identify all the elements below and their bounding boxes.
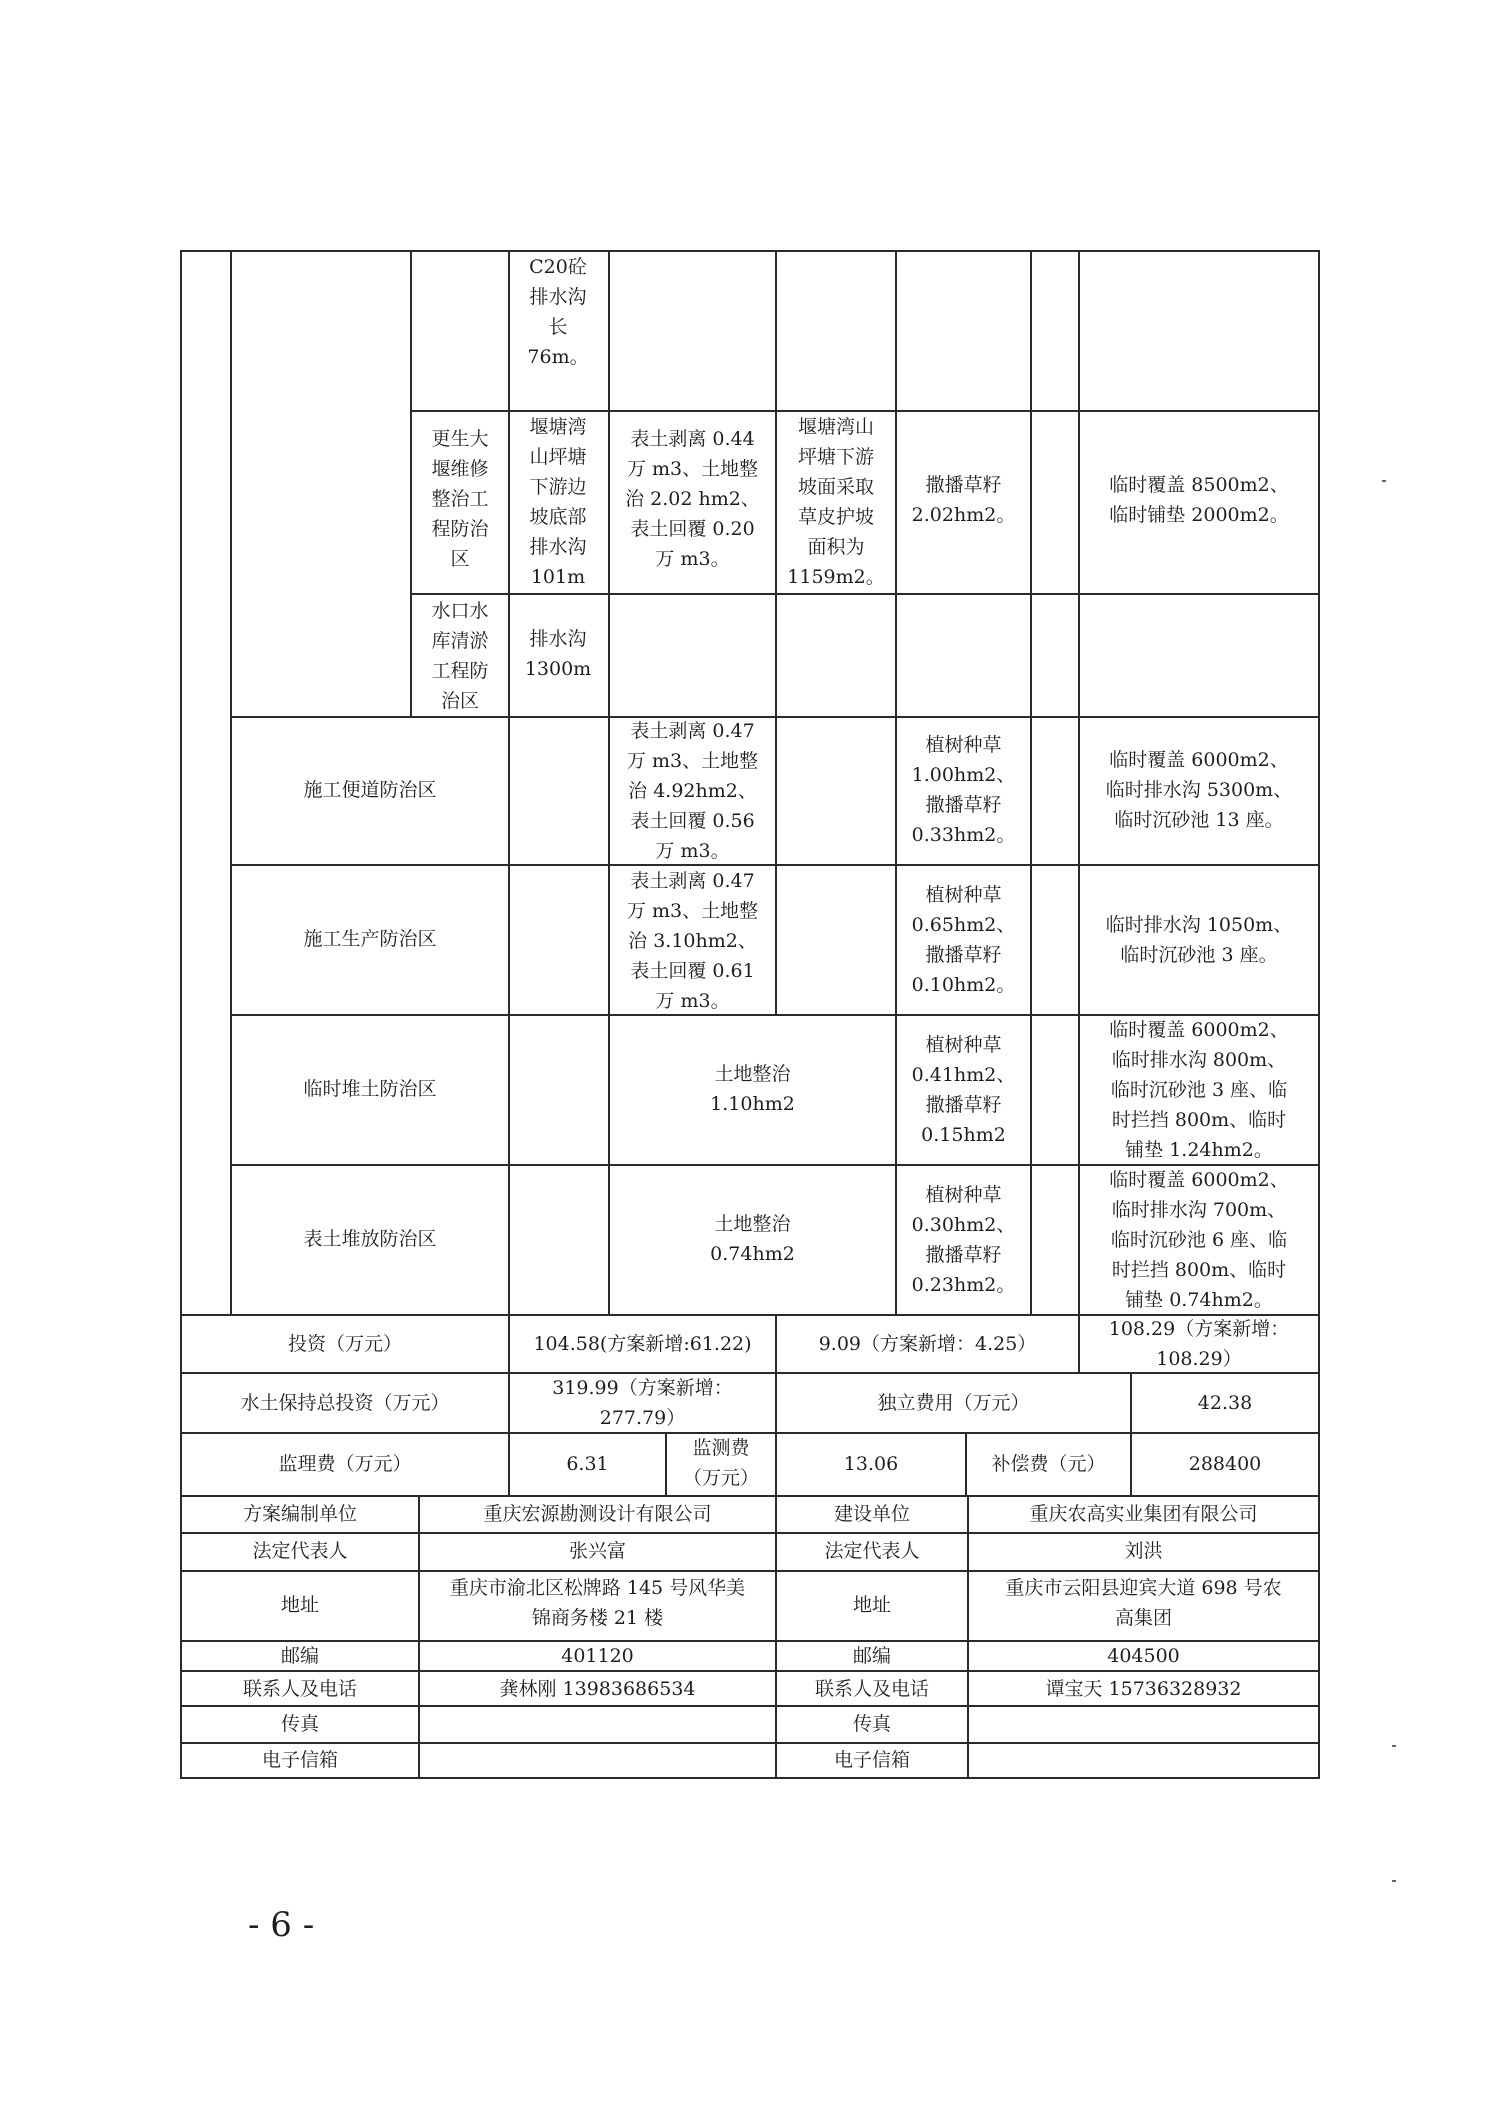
cell-land-6: 土地整治 0.74hm2 — [710, 1213, 795, 1265]
table-rule — [180, 250, 1320, 252]
contact-label-2: 联系人及电话 — [814, 1678, 929, 1700]
contact-value: 龚林刚 13983686534 — [499, 1678, 696, 1700]
cell-temporary-4: 临时排水沟 1050m、 临时沉砂池 3 座。 — [1105, 914, 1293, 966]
cell-zone-production: 施工生产防治区 — [303, 928, 437, 950]
cell-plant-6: 植树种草 0.30hm2、 撒播草籽 0.23hm2。 — [911, 1184, 1016, 1296]
zip-label-2: 邮编 — [852, 1645, 891, 1667]
table-rule — [775, 716, 777, 1014]
cell-land-5: 土地整治 1.10hm2 — [710, 1063, 795, 1115]
table-rule — [1030, 250, 1032, 1314]
address-label: 地址 — [280, 1594, 319, 1616]
cell-engineering-2: 排水沟 1300m — [524, 628, 592, 680]
info-rule — [180, 1705, 1320, 1707]
cell-seed-1: 撒播草籽 2.02hm2。 — [911, 474, 1016, 526]
table-rule — [180, 1495, 1320, 1497]
supervision-fee-label: 监理费（万元） — [278, 1453, 412, 1475]
supervision-fee-value: 6.31 — [566, 1453, 609, 1475]
total-investment-label: 水土保持总投资（万元） — [240, 1392, 450, 1414]
cell-engineering-1: 堰塘湾 山坪塘 下游边 坡底部 排水沟 101m — [529, 416, 587, 588]
cell-topsoil-1: 表土剥离 0.44 万 m3、土地整 治 2.02 hm2、 表土回覆 0.20 万 m3。 — [625, 428, 760, 570]
cell-zone-road: 施工便道防治区 — [303, 779, 437, 801]
table-rule — [1318, 250, 1320, 1779]
email-label: 电子信箱 — [261, 1749, 338, 1771]
builder-label: 建设单位 — [833, 1503, 910, 1525]
cell-zone-gengsheng: 更生大 堰维修 整治工 程防治 区 — [431, 428, 489, 570]
address-value-2: 重庆市云阳县迎宾大道 698 号农 高集团 — [1005, 1577, 1282, 1629]
total-investment-value: 319.99（方案新增： 277.79） — [552, 1377, 733, 1429]
cell-temporary-6: 临时覆盖 6000m2、 临时排水沟 700m、 临时沉砂池 6 座、临 时拦挡 800m、临时 铺垫 0.74hm2。 — [1109, 1169, 1289, 1311]
cell-zone-shuikou: 水口水 库清淤 工程防 治区 — [431, 600, 489, 712]
cell-slope-1: 堰塘湾山 坪塘下游 坡面采取 草皮护坡 面积为 1159m2。 — [787, 416, 885, 588]
address-value: 重庆市渝北区松牌路 145 号风华美 锦商务楼 21 楼 — [449, 1577, 746, 1629]
rep-value-2: 刘洪 — [1124, 1540, 1163, 1562]
investment-label: 投资（万元） — [287, 1333, 402, 1355]
page-number: - 6 - — [248, 1905, 315, 1945]
zip-value-2: 404500 — [1107, 1645, 1180, 1667]
monitoring-fee-label: 监测费 （万元） — [682, 1437, 759, 1489]
table-rule — [410, 593, 1320, 595]
investment-temporary: 108.29（方案新增： 108.29） — [1108, 1318, 1290, 1370]
cell-topsoil-3: 表土剥离 0.47 万 m3、土地整 治 4.92hm2、 表土回覆 0.56 万 m3。 — [626, 720, 759, 862]
org-label: 方案编制单位 — [242, 1503, 357, 1525]
cell-zone-topsoil: 表土堆放防治区 — [303, 1228, 437, 1250]
contact-label: 联系人及电话 — [242, 1678, 357, 1700]
cell-temporary-5: 临时覆盖 6000m2、 临时排水沟 800m、 临时沉砂池 3 座、临 时拦挡 800m、临时 铺垫 1.24hm2。 — [1109, 1019, 1289, 1161]
cell-drain-c20: C20砼 排水沟 长 76m。 — [527, 256, 589, 368]
rep-label-2: 法定代表人 — [824, 1540, 920, 1562]
address-label-2: 地址 — [852, 1594, 891, 1616]
independent-cost-value: 42.38 — [1197, 1392, 1253, 1414]
info-rule — [180, 1570, 1320, 1572]
rep-label: 法定代表人 — [252, 1540, 348, 1562]
cell-zone-stockpile: 临时堆土防治区 — [303, 1078, 437, 1100]
table-rule — [508, 250, 510, 1314]
investment-plant: 9.09（方案新增：4.25） — [818, 1333, 1037, 1355]
scan-speck — [1392, 1745, 1396, 1747]
compensation-fee-value: 288400 — [1188, 1453, 1262, 1475]
rep-value: 张兴富 — [568, 1540, 626, 1562]
fax-label: 传真 — [280, 1713, 319, 1735]
cell-plant-5: 植树种草 0.41hm2、 撒播草籽 0.15hm2 — [911, 1034, 1016, 1146]
scan-speck — [1382, 480, 1386, 482]
cell-temporary-1: 临时覆盖 8500m2、 临时铺垫 2000m2。 — [1109, 474, 1289, 526]
zip-value: 401120 — [561, 1645, 634, 1667]
fax-label-2: 传真 — [852, 1713, 891, 1735]
builder-value: 重庆农高实业集团有限公司 — [1029, 1503, 1258, 1525]
independent-cost-label: 独立费用（万元） — [877, 1392, 1030, 1414]
investment-engineering: 104.58(方案新增:61.22) — [533, 1333, 752, 1355]
org-value: 重庆宏源勘测设计有限公司 — [483, 1503, 712, 1525]
compensation-fee-label: 补偿费（元） — [991, 1453, 1106, 1475]
scan-speck — [1392, 1880, 1396, 1882]
info-rule — [180, 1742, 1320, 1744]
zip-label: 邮编 — [280, 1645, 319, 1667]
contact-value-2: 谭宝天 15736328932 — [1045, 1678, 1242, 1700]
cell-temporary-3: 临时覆盖 6000m2、 临时排水沟 5300m、 临时沉砂池 13 座。 — [1105, 749, 1293, 831]
info-rule — [180, 1777, 1320, 1779]
cell-topsoil-4: 表土剥离 0.47 万 m3、土地整 治 3.10hm2、 表土回覆 0.61 万 m3。 — [626, 870, 759, 1012]
cell-plant-4: 植树种草 0.65hm2、 撒播草籽 0.10hm2。 — [911, 884, 1016, 996]
cell-plant-3: 植树种草 1.00hm2、 撒播草籽 0.33hm2。 — [911, 734, 1016, 846]
email-label-2: 电子信箱 — [833, 1749, 910, 1771]
info-rule — [180, 1532, 1320, 1534]
monitoring-fee-value: 13.06 — [843, 1453, 899, 1475]
